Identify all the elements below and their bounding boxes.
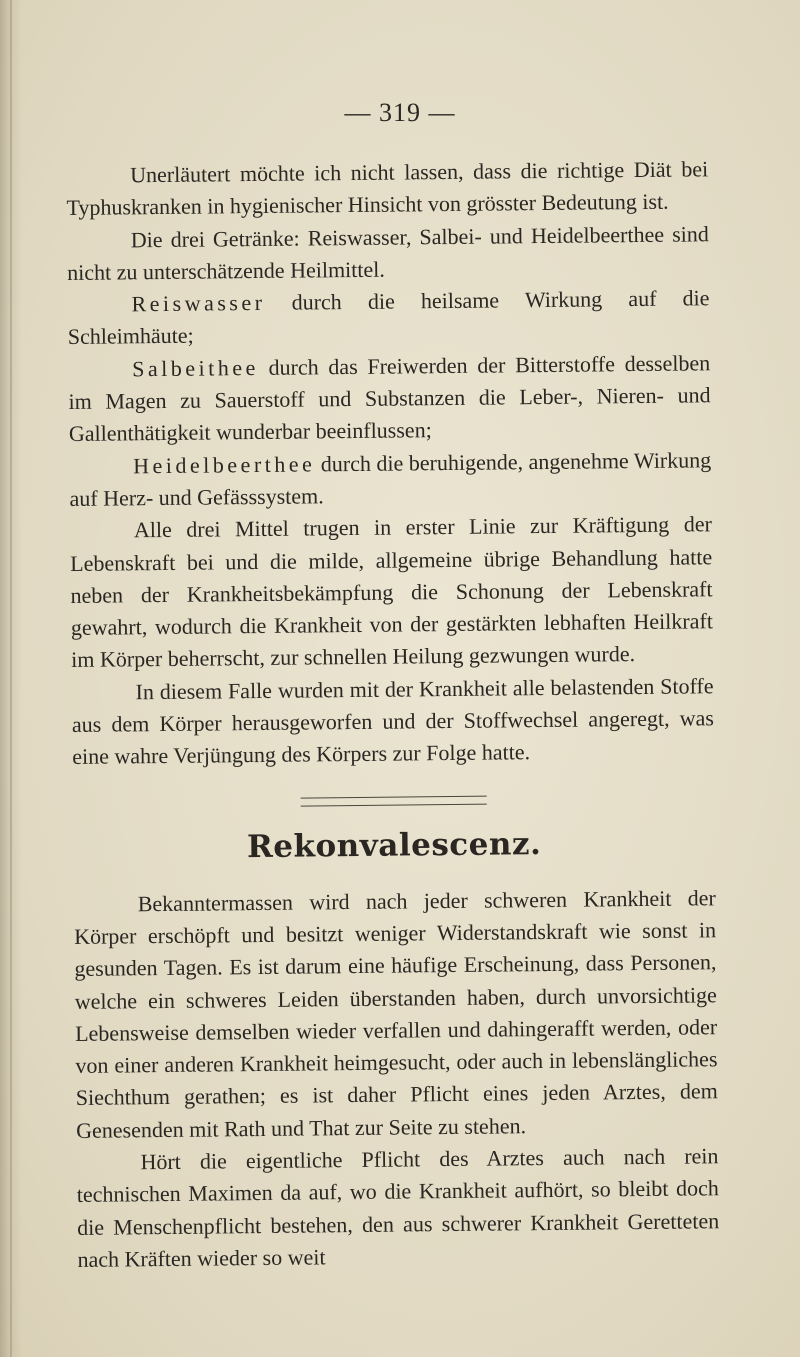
paragraph-text: durch die heilsame Wirkung auf die Schleimhäute;	[67, 285, 710, 350]
paragraph-text: durch die beruhigende, angenehme Wirkung auf Herz- und Gefässsystem.	[69, 446, 712, 511]
paragraph: Alle drei Mittel trugen in erster Linie zur Kräftigung der Lebenskraft bei und die milde, allgemeine übrige Behandlung hatte neben der Krankheitsbekämpfung die Schonung der Lebenskraft gewahrt, wodurch die Krankheit von der gestärkten lebhaften Heilkraft im Körper beherrscht, zur schnellen Heilung gezwungen wurde.	[70, 511, 713, 673]
page-number: — 319 —	[344, 98, 456, 127]
paragraph	[68, 347, 711, 451]
page-body	[66, 153, 720, 1276]
paragraph: Unerläutert möchte ich nicht lassen, dass die richtige Diät bei Typhuskranken in hygienischer Hinsicht von grösster Bedeutung ist.	[66, 156, 709, 221]
section-heading: Rekonvalescenz.	[246, 825, 542, 865]
paragraph: In diesem Falle wurden mit der Krankheit alle belastenden Stoffe aus dem Körper herausgeworfen und der Stoffwechsel angeregt, was eine wahre Verjüngung des Körpers zur Folge hatte.	[71, 672, 715, 770]
section-divider	[301, 795, 487, 806]
paragraph: Hört die eigentliche Pflicht des Arztes auch nach rein technischen Maximen da auf, wo die Krankheit aufhört, so bleibt doch die Menschenpflicht bestehen, den aus schwerer Krankheit Geretteten nach Kräften wieder so weit	[76, 1143, 720, 1272]
paragraph	[69, 444, 712, 515]
paragraph	[67, 282, 710, 353]
emphasized-term: Salbeithee	[132, 354, 259, 382]
page-binding-edge	[10, 0, 12, 1357]
paragraph-text: durch das Freiwerden der Bitterstoffe desselben im Magen zu Sauerstoff und Substanzen die Leber-, Nieren- und Gallenthätigkeit wunderbar beeinflussen;	[68, 350, 711, 447]
paragraph: Die drei Getränke: Reiswasser, Salbei- und Heidelbeerthee sind nicht zu unterschätzende Heilmittel.	[67, 220, 709, 285]
paragraph: Bekanntermassen wird nach jeder schweren Krankheit der Körper erschöpft und besitzt weniger Widerstandskraft wie sonst in gesunden Tagen. Es ist darum eine häufige Erscheinung, dass Personen, welche ein schweres Leiden überstanden haben, durch unvorsichtige Lebensweise demselben wieder verfallen und dahingerafft werden, oder von einer anderen Krankheit heimgesucht, oder auch in lebenslängliches Siechthum gerathen; es ist daher Pflicht eines jeden Arztes, dem Genesenden mit Rath und That zur Seite zu stehen.	[73, 884, 718, 1143]
emphasized-term: Reiswasser	[131, 290, 266, 317]
emphasized-term: Heidelbeerthee	[133, 451, 316, 478]
